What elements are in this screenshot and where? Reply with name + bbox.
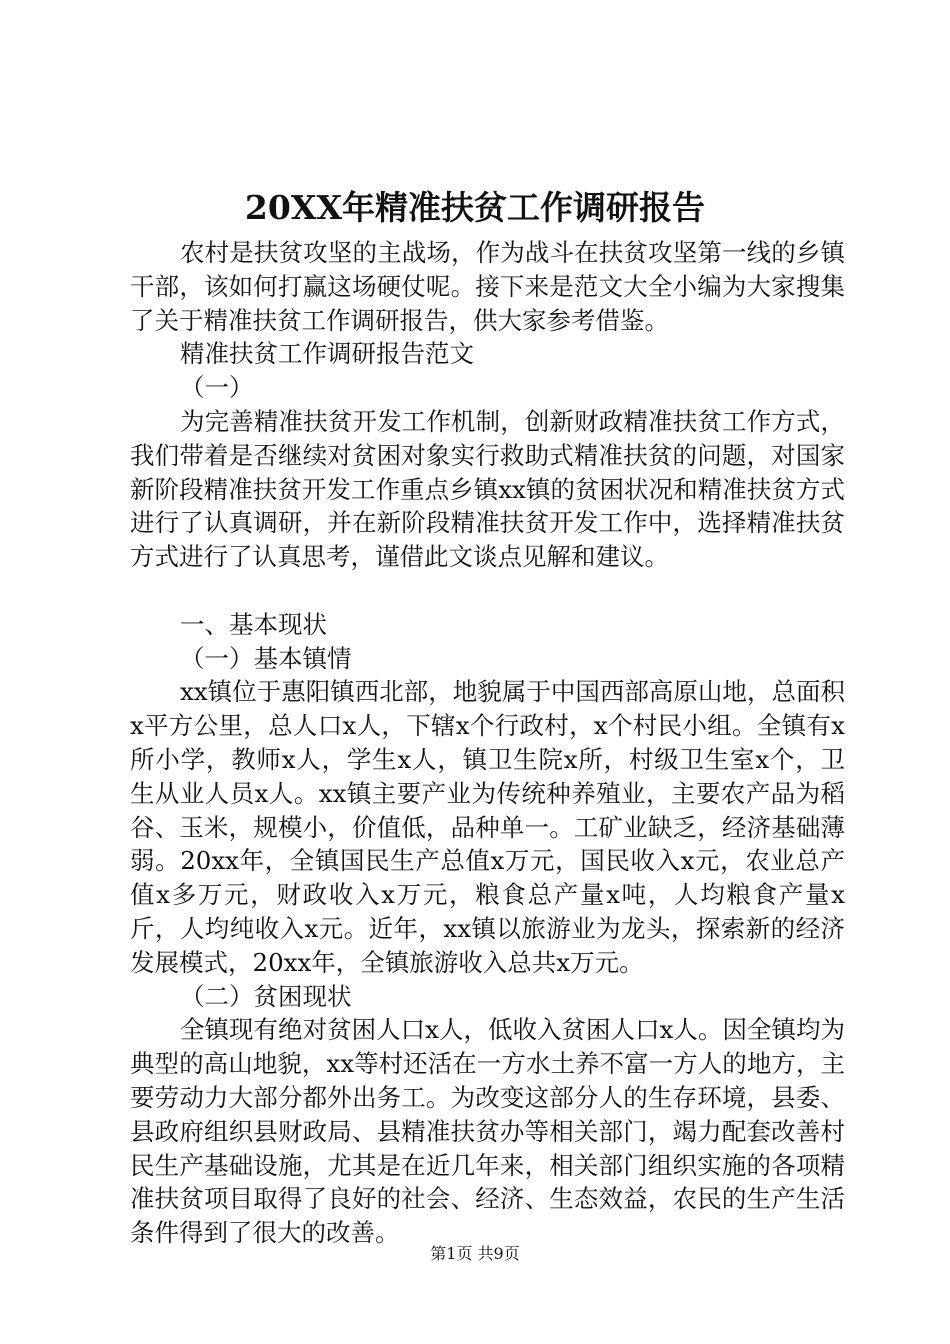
subsection-heading-town-overview: （一）基本镇情 xyxy=(180,643,352,673)
intro-paragraph: 农村是扶贫攻坚的主战场，作为战斗在扶贫攻坚第一线的乡镇干部，该如何打赢这场硬仗呢。接下来是范文大全小编为大家搜集了关于精准扶贫工作调研报告，供大家参考借鉴。 xyxy=(130,238,845,335)
subsection-heading-poverty-status: （二）贫困现状 xyxy=(180,981,352,1011)
document-body xyxy=(130,236,845,1250)
part-label: （一） xyxy=(180,373,254,403)
preface-paragraph: 为完善精准扶贫开发工作机制，创新财政精准扶贫工作方式，我们带着是否继续对贫困对象实行救助式精准扶贫的问题，对国家新阶段精准扶贫开发工作重点乡镇xx镇的贫困状况和精准扶贫方式进行了认真调研，并在新阶段精准扶贫开发工作中，选择精准扶贫方式进行了认真思考，谨借此文谈点见解和建议。 xyxy=(130,406,845,572)
section-heading-basic-status: 一、基本现状 xyxy=(180,609,327,639)
document-title: 20XX年精准扶贫工作调研报告 xyxy=(244,188,706,227)
town-overview-paragraph: xx镇位于惠阳镇西北部，地貌属于中国西部高原山地，总面积x平方公里，总人口x人，下辖x个行政村，x个村民小组。全镇有x所小学，教师x人，学生x人，镇卫生院x所，村级卫生室x个，卫生从业人员x人。xx镇主要产业为传统种养殖业，主要农产品为稻谷、玉米，规模小，价值低，品种单一。工矿业缺乏，经济基础薄弱。20xx年，全镇国民生产总值x万元，国民收入x元，农业总产值x多万元，财政收入x万元，粮食总产量x吨，人均粮食产量x斤，人均纯收入x元。近年，xx镇以旅游业为龙头，探索新的经济发展模式，20xx年，全镇旅游收入总共x万元。 xyxy=(130,677,845,977)
blank-line xyxy=(130,574,845,608)
subtitle-line: 精准扶贫工作调研报告范文 xyxy=(180,339,474,369)
page-number-footer: 第1页 共9页 xyxy=(430,1244,520,1263)
poverty-status-paragraph: 全镇现有绝对贫困人口x人，低收入贫困人口x人。因全镇均为典型的高山地貌，xx等村还活在一方水土养不富一方人的地方，主要劳动力大部分都外出务工。为改变这部分人的生存环境，县委、县政府组织县财政局、县精准扶贫办等相关部门，竭力配套改善村民生产基础设施，尤其是在近几年来，相关部门组织实施的各项精准扶贫项目取得了良好的社会、经济、生态效益，农民的生产生活条件得到了很大的改善。 xyxy=(130,1015,845,1248)
